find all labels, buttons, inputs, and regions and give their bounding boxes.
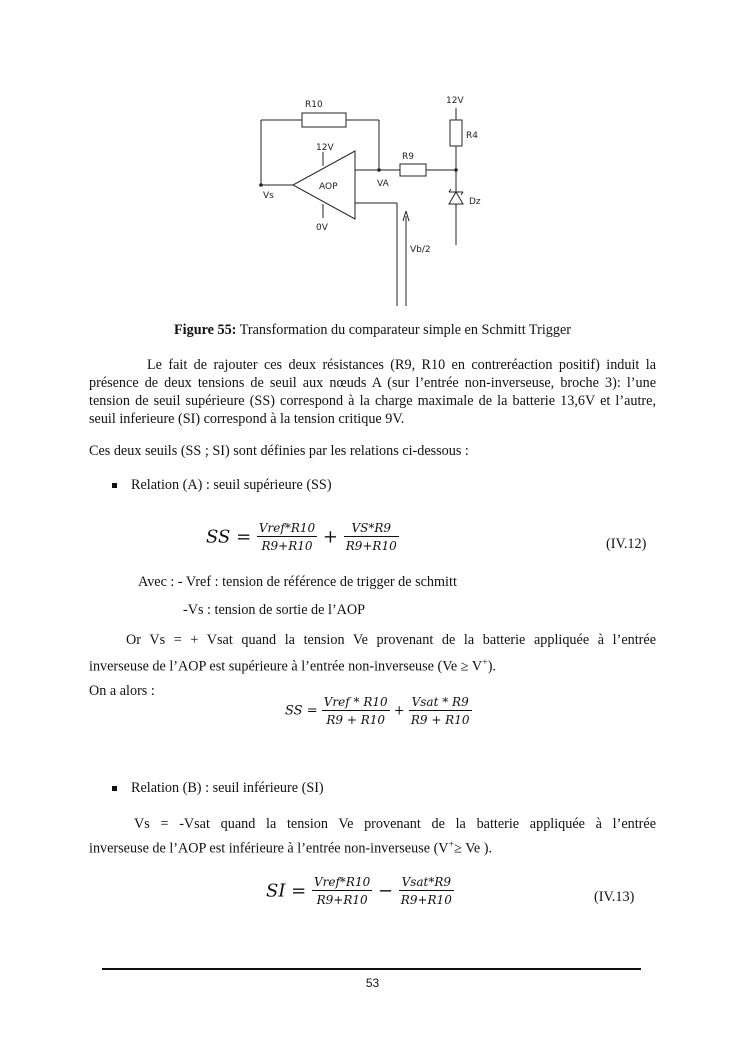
label-dz: Dz bbox=[469, 197, 481, 207]
eq1-den1: R9+R10 bbox=[261, 539, 313, 553]
bullet-relation-a bbox=[112, 476, 332, 494]
equation-tag-iv13: (IV.13) bbox=[594, 889, 635, 905]
eq3-num2: Vsat*R9 bbox=[399, 875, 454, 891]
label-vs: Vs bbox=[263, 191, 274, 201]
eq1-op: + bbox=[322, 526, 338, 548]
paragraph-4b-sup: + bbox=[448, 839, 455, 850]
paragraph-1: Le fait de rajouter ces deux résistances (R9, R10 en contreréaction positif) induit la présence de deux tensions de seuil aux nœuds A (sur l’entrée non-inverseuse, broche 3): l’une tension de seuil supérieure (SS) correspond à la charge maximale de la batterie 13,6V et l’autre, seuil inferieure (SI) correspond à la tension critique 9V. bbox=[89, 357, 656, 427]
paragraph-4a: Vs = -Vsat quand la tension Ve provenant de la batterie appliquée à l’entrée bbox=[134, 816, 656, 832]
paragraph-3b-sup: + bbox=[482, 657, 488, 668]
eq3-den2: R9+R10 bbox=[400, 893, 452, 907]
label-r9: R9 bbox=[402, 152, 414, 162]
eq2-num1: Vref * R10 bbox=[323, 695, 388, 709]
eq3-lhs: SI = bbox=[266, 880, 307, 902]
eq1-num2: VS*R9 bbox=[344, 521, 399, 537]
label-vb2: Vb/2 bbox=[410, 245, 431, 255]
r4-resistor bbox=[450, 120, 462, 146]
bullet-relation-a-text: Relation (A) : seuil supérieure (SS) bbox=[131, 477, 332, 493]
bullet-relation-b-text: Relation (B) : seuil inférieure (SI) bbox=[131, 780, 324, 796]
paragraph-3b bbox=[89, 654, 496, 676]
eq2-den2: R9 + R10 bbox=[410, 713, 470, 727]
paragraph-3a: Or Vs = + Vsat quand la tension Ve provenant de la batterie appliquée à l’entrée bbox=[126, 632, 656, 648]
figure-label: Figure 55: bbox=[174, 322, 237, 338]
eq1-num1: Vref*R10 bbox=[258, 521, 316, 535]
label-12v-top: 12V bbox=[446, 96, 464, 106]
eq3-den1: R9+R10 bbox=[316, 893, 368, 907]
equation-iv12 bbox=[206, 521, 399, 553]
circuit-diagram bbox=[240, 88, 490, 313]
figure-caption-text: Transformation du comparateur simple en Schmitt Trigger bbox=[239, 322, 571, 338]
eq2-op: + bbox=[393, 703, 405, 719]
footer-rule bbox=[102, 968, 641, 970]
page-number: 53 bbox=[365, 976, 380, 990]
label-aop: AOP bbox=[319, 182, 338, 192]
label-r10: R10 bbox=[305, 100, 323, 110]
label-12v-opamp: 12V bbox=[316, 143, 334, 153]
avec-line-2: -Vs : tension de sortie de l’AOP bbox=[183, 602, 366, 618]
paragraph-4b-text: inverseuse de l’AOP est inférieure à l’entrée non-inverseuse (V bbox=[89, 840, 449, 857]
bullet-relation-b bbox=[112, 779, 324, 797]
label-r4: R4 bbox=[466, 131, 478, 141]
on-a-alors: On a alors : bbox=[89, 683, 155, 699]
paragraph-3b-end: ). bbox=[487, 658, 496, 675]
eq1-den2: R9+R10 bbox=[345, 539, 397, 553]
eq2-den1: R9 + R10 bbox=[326, 713, 386, 727]
eq3-num1: Vref*R10 bbox=[313, 875, 371, 889]
eq2-lhs: SS = bbox=[285, 703, 318, 719]
figure-caption bbox=[0, 321, 745, 339]
label-0v: 0V bbox=[316, 223, 328, 233]
label-va: VA bbox=[377, 179, 389, 189]
equation-iv13 bbox=[266, 875, 454, 907]
eq1-lhs: SS = bbox=[206, 526, 252, 548]
paragraph-4b-end: ≥ Ve ). bbox=[454, 840, 493, 857]
eq2-num2: Vsat * R9 bbox=[409, 695, 472, 711]
r10-resistor bbox=[302, 113, 346, 127]
avec-line-1: Avec : - Vref : tension de référence de trigger de schmitt bbox=[138, 574, 457, 590]
eq3-op: − bbox=[377, 880, 394, 902]
equation-tag-iv12: (IV.12) bbox=[606, 536, 647, 552]
bullet-square-icon bbox=[112, 483, 117, 488]
paragraph-3b-text: inverseuse de l’AOP est supérieure à l’entrée non-inverseuse (Ve ≥ V bbox=[89, 658, 483, 675]
bullet-square-icon bbox=[112, 786, 117, 791]
paragraph-2: Ces deux seuils (SS ; SI) sont définies par les relations ci-dessous : bbox=[89, 443, 469, 459]
equation-ss-2 bbox=[285, 695, 472, 727]
r9-resistor bbox=[400, 164, 426, 176]
paragraph-4b bbox=[89, 836, 492, 858]
